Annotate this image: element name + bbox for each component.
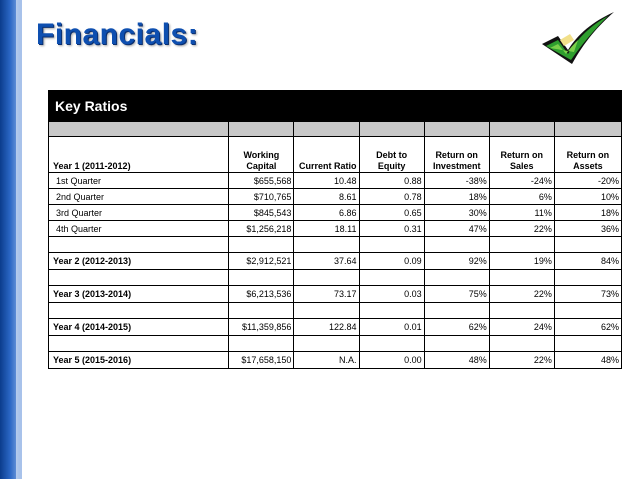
row-label: 1st Quarter	[49, 173, 229, 189]
cell-roi: -38%	[424, 173, 489, 189]
row-label: Year 4 (2014-2015)	[49, 319, 229, 336]
cell-roi: 30%	[424, 205, 489, 221]
cell-ros: 22%	[489, 221, 554, 237]
slide-title: Financials:	[36, 18, 199, 51]
cell-roa: 18%	[554, 205, 621, 221]
cell-debt-to-equity: 0.65	[359, 205, 424, 221]
cell-working-capital: $2,912,521	[229, 253, 294, 270]
column-header-ros	[489, 137, 554, 173]
cell-roa: 36%	[554, 221, 621, 237]
cell-working-capital: $710,765	[229, 189, 294, 205]
left-decorative-band	[0, 0, 22, 479]
header-cell	[489, 91, 554, 122]
cell-current-ratio: 10.48	[294, 173, 359, 189]
table-row	[49, 189, 622, 205]
cell-ros: 24%	[489, 319, 554, 336]
checkmark-logo-icon	[538, 10, 618, 70]
column-header-debt-to-equity	[359, 137, 424, 173]
cell-roa: 10%	[554, 189, 621, 205]
column-header-text: Return on Sales	[500, 150, 544, 171]
table-row	[49, 253, 622, 270]
table-row	[49, 205, 622, 221]
cell-roa: 48%	[554, 352, 621, 369]
header-cell	[359, 91, 424, 122]
cell-working-capital: $17,658,150	[229, 352, 294, 369]
column-header-text: Return on Assets	[566, 150, 610, 171]
cell-current-ratio: N.A.	[294, 352, 359, 369]
row-label: 4th Quarter	[49, 221, 229, 237]
cell-working-capital: $6,213,536	[229, 286, 294, 303]
spacer-row	[49, 237, 622, 253]
column-header-roa	[554, 137, 621, 173]
cell-roa: -20%	[554, 173, 621, 189]
column-header-row	[49, 137, 622, 173]
cell-current-ratio: 73.17	[294, 286, 359, 303]
cell-working-capital: $11,359,856	[229, 319, 294, 336]
cell-roi: 47%	[424, 221, 489, 237]
row-label: 2nd Quarter	[49, 189, 229, 205]
row-label: Year 3 (2013-2014)	[49, 286, 229, 303]
table-title-row	[49, 91, 622, 122]
column-header-text: Return on Investment	[432, 150, 481, 171]
column-header-current-ratio: Current Ratio	[294, 137, 359, 173]
cell-ros: 22%	[489, 286, 554, 303]
cell-debt-to-equity: 0.01	[359, 319, 424, 336]
cell-ros: 6%	[489, 189, 554, 205]
cell-roi: 62%	[424, 319, 489, 336]
cell-roi: 92%	[424, 253, 489, 270]
cell-ros: 22%	[489, 352, 554, 369]
column-header-year: Year 1 (2011-2012)	[49, 137, 229, 173]
table-row	[49, 286, 622, 303]
table-row	[49, 173, 622, 189]
cell-current-ratio: 18.11	[294, 221, 359, 237]
header-cell	[424, 91, 489, 122]
header-cell	[294, 91, 359, 122]
table-row	[49, 352, 622, 369]
key-ratios-table	[48, 90, 622, 369]
cell-debt-to-equity: 0.00	[359, 352, 424, 369]
table-row	[49, 319, 622, 336]
cell-current-ratio: 37.64	[294, 253, 359, 270]
cell-roa: 84%	[554, 253, 621, 270]
table-title: Key Ratios	[49, 91, 229, 122]
cell-working-capital: $655,568	[229, 173, 294, 189]
cell-ros: 11%	[489, 205, 554, 221]
cell-current-ratio: 6.86	[294, 205, 359, 221]
row-label: Year 2 (2012-2013)	[49, 253, 229, 270]
gray-spacer-row	[49, 122, 622, 137]
cell-debt-to-equity: 0.03	[359, 286, 424, 303]
cell-current-ratio: 122.84	[294, 319, 359, 336]
row-label: 3rd Quarter	[49, 205, 229, 221]
cell-ros: -24%	[489, 173, 554, 189]
cell-roa: 73%	[554, 286, 621, 303]
cell-roi: 18%	[424, 189, 489, 205]
column-header-text: Working Capital	[243, 150, 280, 171]
row-label: Year 5 (2015-2016)	[49, 352, 229, 369]
column-header-working-capital	[229, 137, 294, 173]
cell-debt-to-equity: 0.09	[359, 253, 424, 270]
column-header-text: Debt to Equity	[376, 150, 408, 171]
header-cell	[554, 91, 621, 122]
cell-roi: 48%	[424, 352, 489, 369]
cell-debt-to-equity: 0.78	[359, 189, 424, 205]
spacer-row	[49, 303, 622, 319]
column-header-roi	[424, 137, 489, 173]
spacer-row	[49, 270, 622, 286]
cell-roi: 75%	[424, 286, 489, 303]
cell-current-ratio: 8.61	[294, 189, 359, 205]
cell-roa: 62%	[554, 319, 621, 336]
cell-working-capital: $845,543	[229, 205, 294, 221]
table-row	[49, 221, 622, 237]
cell-ros: 19%	[489, 253, 554, 270]
cell-debt-to-equity: 0.88	[359, 173, 424, 189]
cell-debt-to-equity: 0.31	[359, 221, 424, 237]
header-cell	[229, 91, 294, 122]
cell-working-capital: $1,256,218	[229, 221, 294, 237]
spacer-row	[49, 336, 622, 352]
